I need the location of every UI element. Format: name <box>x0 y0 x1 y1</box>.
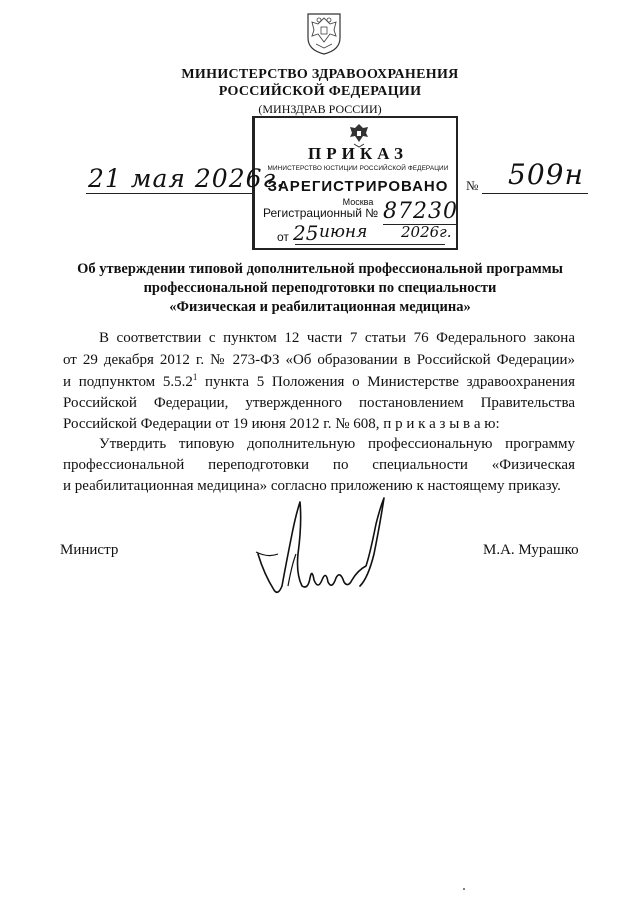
stamp-order-title: ПРИКАЗ <box>308 144 408 163</box>
stamp-registration-month: июня <box>319 222 368 242</box>
body-line-2: от 29 декабря 2012 г. № 273-ФЗ «Об образовании в Российской Федерации» <box>63 352 575 368</box>
body-line-8: и реабилитационная медицина» согласно приложению к настоящему приказу. <box>63 478 561 494</box>
stamp-registered-label: ЗАРЕГИСТРИРОВАНО <box>267 178 449 195</box>
stamp-registration-number: 87230 <box>383 199 458 224</box>
body-line-5: Российской Федерации от 19 июня 2012 г. № 608, п р и к а з ы в а ю: <box>63 416 500 432</box>
coat-of-arms-icon <box>304 10 344 56</box>
document-title-line3: «Физическая и реабилитационная медицина» <box>169 299 471 315</box>
ministry-abbreviation <box>0 102 640 117</box>
order-date: 21 мая 2026г. <box>88 164 286 193</box>
signatory-name: М.А. Мурашко <box>483 542 579 558</box>
body-line-3 <box>63 374 575 391</box>
body-line-4: Российской Федерации, утвержденного постановлением Правительства <box>63 395 575 411</box>
stamp-registration-year: 2026г. <box>401 223 452 241</box>
stamp-registration-number-label: Регистрационный № <box>263 206 379 220</box>
stamp-date-prefix: от <box>277 230 289 244</box>
scan-speck <box>463 888 465 890</box>
body-line-3-part2: пункта 5 Положения о Министерстве здравоохранения <box>197 374 575 390</box>
order-number-sign: № <box>466 178 479 193</box>
signatory-position: Министр <box>60 542 119 558</box>
ministry-name-line1: МИНИСТЕРСТВО ЗДРАВООХРАНЕНИЯ <box>181 67 459 82</box>
document-title-line1: Об утверждении типовой дополнительной профессиональной программы <box>77 261 563 277</box>
stamp-justice-ministry: МИНИСТЕРСТВО ЮСТИЦИИ РОССИЙСКОЙ ФЕДЕРАЦИИ <box>267 165 449 172</box>
ministry-abbreviation-text: (МИНЗДРАВ РОССИИ) <box>252 102 387 117</box>
body-line-7: профессиональной переподготовки по специальности «Физическая <box>63 457 575 473</box>
handwritten-signature <box>248 494 398 624</box>
ministry-name-line2: РОССИЙСКОЙ ФЕДЕРАЦИИ <box>218 84 422 99</box>
body-line-6: Утвердить типовую дополнительную профессиональную программу <box>99 436 575 452</box>
order-number: 509н <box>508 158 584 191</box>
stamp-date-underline <box>295 244 445 245</box>
body-line-1: В соответствии с пунктом 12 части 7 статьи 76 Федерального закона <box>99 330 575 346</box>
stamp-city: Москва <box>342 197 374 207</box>
footnote-superscript: 1 <box>192 372 198 382</box>
body-line-3-part1: и подпунктом 5.5.2 <box>63 374 193 390</box>
order-date-underline <box>86 193 252 194</box>
order-number-underline <box>482 193 588 194</box>
document-title-line2: профессиональной переподготовки по специальности <box>143 280 497 296</box>
stamp-registration-day: 25 <box>293 221 319 245</box>
